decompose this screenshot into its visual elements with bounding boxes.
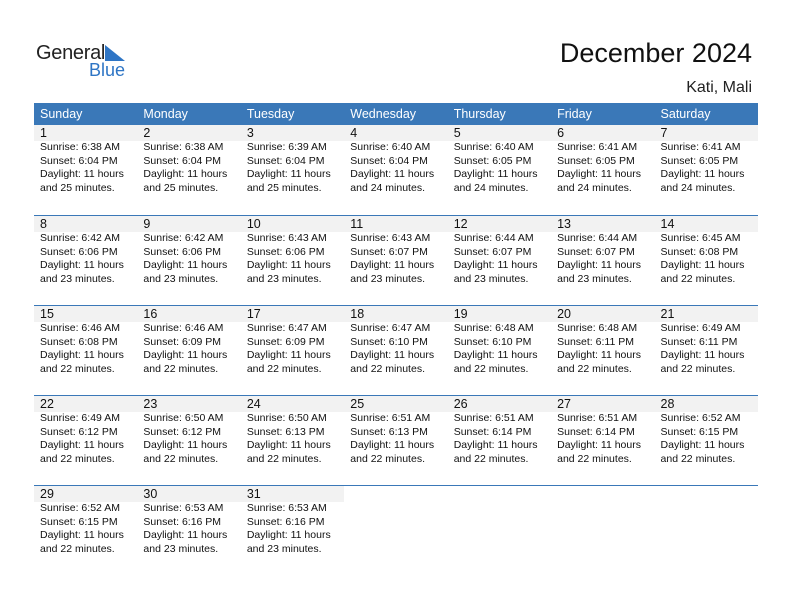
calendar-empty-cell — [655, 486, 758, 576]
calendar-day-cell — [241, 486, 344, 576]
day-daylight1: Daylight: 11 hours — [246, 168, 331, 181]
calendar-week-row — [34, 125, 758, 215]
day-daylight2: and 22 minutes. — [453, 452, 529, 465]
calendar-day-cell — [551, 306, 654, 396]
day-daylight2: and 25 minutes. — [246, 181, 322, 194]
day-sunrise: Sunrise: 6:44 AM — [557, 232, 638, 244]
day-sunrise: Sunrise: 6:53 AM — [246, 502, 327, 514]
day-sunrise: Sunrise: 6:53 AM — [143, 502, 224, 514]
calendar-empty-cell — [448, 486, 551, 576]
day-daylight2: and 22 minutes. — [557, 362, 632, 375]
day-sunset: Sunset: 6:11 PM — [557, 335, 634, 348]
day-daylight1: Daylight: 11 hours — [453, 168, 538, 181]
day-sunset: Sunset: 6:04 PM — [40, 154, 118, 167]
calendar-day-cell — [34, 306, 137, 396]
day-daylight2: and 22 minutes. — [143, 452, 219, 465]
day-number: 27 — [551, 396, 654, 412]
day-number: 1 — [34, 125, 137, 141]
calendar-day-cell — [241, 396, 344, 486]
day-daylight2: and 22 minutes. — [350, 362, 425, 375]
day-sunrise: Sunrise: 6:45 AM — [660, 232, 741, 244]
day-daylight2: and 25 minutes. — [143, 181, 219, 194]
calendar-day-cell — [551, 216, 654, 306]
day-sunset: Sunset: 6:09 PM — [143, 335, 222, 348]
day-sunrise: Sunrise: 6:51 AM — [350, 412, 431, 424]
calendar-day-cell — [655, 306, 758, 396]
day-sunset: Sunset: 6:13 PM — [246, 425, 325, 438]
day-daylight2: and 22 minutes. — [143, 362, 219, 375]
day-sunset: Sunset: 6:06 PM — [246, 245, 325, 258]
day-daylight1: Daylight: 11 hours — [660, 439, 745, 452]
day-number: 16 — [137, 306, 240, 322]
logo-triangle-icon — [105, 45, 125, 61]
calendar-day-cell — [241, 125, 344, 215]
day-sunrise: Sunrise: 6:51 AM — [557, 412, 638, 424]
day-number: 14 — [655, 216, 758, 232]
day-daylight1: Daylight: 11 hours — [40, 168, 124, 181]
day-sunset: Sunset: 6:16 PM — [246, 515, 325, 528]
day-sunset: Sunset: 6:10 PM — [350, 335, 428, 348]
calendar-day-cell — [137, 486, 240, 576]
day-sunset: Sunset: 6:12 PM — [143, 425, 222, 438]
calendar-day-cell — [241, 306, 344, 396]
day-sunset: Sunset: 6:14 PM — [453, 425, 532, 438]
day-number: 12 — [448, 216, 551, 232]
day-sunset: Sunset: 6:05 PM — [453, 154, 532, 167]
day-daylight1: Daylight: 11 hours — [350, 439, 435, 452]
day-number: 4 — [344, 125, 447, 141]
calendar-day-cell — [34, 125, 137, 215]
day-number: 24 — [241, 396, 344, 412]
day-daylight1: Daylight: 11 hours — [557, 168, 641, 181]
day-sunrise: Sunrise: 6:43 AM — [350, 232, 431, 244]
day-sunrise: Sunrise: 6:46 AM — [143, 322, 224, 334]
day-daylight1: Daylight: 11 hours — [557, 259, 641, 272]
day-number: 20 — [551, 306, 654, 322]
day-daylight1: Daylight: 11 hours — [660, 168, 745, 181]
calendar-day-cell — [137, 125, 240, 215]
day-daylight2: and 23 minutes. — [246, 542, 322, 555]
day-number: 28 — [655, 396, 758, 412]
calendar-day-cell — [137, 216, 240, 306]
calendar-day-cell — [344, 306, 447, 396]
day-daylight1: Daylight: 11 hours — [453, 439, 538, 452]
day-number: 3 — [241, 125, 344, 141]
day-daylight1: Daylight: 11 hours — [40, 529, 124, 542]
day-number: 19 — [448, 306, 551, 322]
day-daylight2: and 22 minutes. — [660, 362, 736, 375]
calendar-day-cell — [551, 396, 654, 486]
weekday-thursday: Thursday — [453, 107, 506, 121]
calendar-day-cell — [448, 396, 551, 486]
day-sunset: Sunset: 6:06 PM — [143, 245, 222, 258]
day-sunrise: Sunrise: 6:42 AM — [40, 232, 120, 244]
day-daylight1: Daylight: 11 hours — [557, 439, 641, 452]
day-number: 13 — [551, 216, 654, 232]
calendar-week-row — [34, 305, 758, 396]
day-number: 11 — [344, 216, 447, 232]
day-sunrise: Sunrise: 6:39 AM — [246, 141, 327, 153]
day-daylight1: Daylight: 11 hours — [246, 529, 331, 542]
day-number: 10 — [241, 216, 344, 232]
day-daylight2: and 23 minutes. — [350, 272, 425, 285]
day-sunrise: Sunrise: 6:38 AM — [143, 141, 224, 153]
day-sunrise: Sunrise: 6:52 AM — [660, 412, 741, 424]
day-daylight1: Daylight: 11 hours — [350, 259, 435, 272]
calendar-empty-cell — [344, 486, 447, 576]
day-number: 25 — [344, 396, 447, 412]
day-sunrise: Sunrise: 6:48 AM — [557, 322, 638, 334]
day-sunset: Sunset: 6:04 PM — [246, 154, 325, 167]
day-daylight2: and 22 minutes. — [246, 362, 322, 375]
calendar-location: Kati, Mali — [686, 79, 752, 96]
day-sunrise: Sunrise: 6:50 AM — [143, 412, 224, 424]
day-daylight1: Daylight: 11 hours — [453, 349, 538, 362]
day-daylight2: and 24 minutes. — [557, 181, 632, 194]
day-daylight1: Daylight: 11 hours — [660, 259, 745, 272]
day-number: 26 — [448, 396, 551, 412]
day-sunset: Sunset: 6:04 PM — [143, 154, 222, 167]
weekday-wednesday: Wednesday — [350, 107, 417, 121]
day-daylight1: Daylight: 11 hours — [143, 529, 228, 542]
day-sunrise: Sunrise: 6:49 AM — [40, 412, 120, 424]
calendar-day-cell — [137, 396, 240, 486]
day-number: 22 — [34, 396, 137, 412]
day-number: 31 — [241, 486, 344, 502]
day-sunrise: Sunrise: 6:52 AM — [40, 502, 120, 514]
day-daylight1: Daylight: 11 hours — [246, 259, 331, 272]
day-sunset: Sunset: 6:04 PM — [350, 154, 428, 167]
day-sunrise: Sunrise: 6:51 AM — [453, 412, 534, 424]
calendar-day-cell — [448, 216, 551, 306]
calendar-day-cell — [448, 306, 551, 396]
calendar-empty-cell — [551, 486, 654, 576]
weekday-friday: Friday — [557, 107, 592, 121]
weekday-tuesday: Tuesday — [246, 107, 295, 121]
day-sunset: Sunset: 6:06 PM — [40, 245, 118, 258]
day-daylight2: and 22 minutes. — [246, 452, 322, 465]
brand-blue: Blue — [89, 60, 126, 80]
day-daylight2: and 23 minutes. — [143, 542, 219, 555]
day-daylight1: Daylight: 11 hours — [40, 259, 124, 272]
day-sunrise: Sunrise: 6:40 AM — [350, 141, 431, 153]
day-daylight2: and 23 minutes. — [453, 272, 529, 285]
weekday-monday: Monday — [143, 107, 188, 121]
day-sunset: Sunset: 6:05 PM — [557, 154, 635, 167]
calendar-day-cell — [448, 125, 551, 215]
day-daylight2: and 22 minutes. — [40, 362, 115, 375]
calendar-day-cell — [655, 396, 758, 486]
day-number: 6 — [551, 125, 654, 141]
day-sunrise: Sunrise: 6:50 AM — [246, 412, 327, 424]
day-daylight1: Daylight: 11 hours — [246, 349, 331, 362]
day-number: 8 — [34, 216, 137, 232]
day-number: 15 — [34, 306, 137, 322]
day-daylight2: and 22 minutes. — [660, 272, 736, 285]
day-sunrise: Sunrise: 6:38 AM — [40, 141, 120, 153]
day-daylight1: Daylight: 11 hours — [143, 349, 228, 362]
day-daylight1: Daylight: 11 hours — [143, 439, 228, 452]
day-sunset: Sunset: 6:07 PM — [557, 245, 635, 258]
day-sunrise: Sunrise: 6:49 AM — [660, 322, 741, 334]
day-daylight2: and 23 minutes. — [246, 272, 322, 285]
day-daylight1: Daylight: 11 hours — [557, 349, 641, 362]
day-sunset: Sunset: 6:05 PM — [660, 154, 739, 167]
calendar-day-cell — [655, 216, 758, 306]
day-sunset: Sunset: 6:15 PM — [660, 425, 739, 438]
day-daylight2: and 25 minutes. — [40, 181, 115, 194]
day-sunrise: Sunrise: 6:42 AM — [143, 232, 224, 244]
calendar-week-row — [34, 395, 758, 486]
day-sunrise: Sunrise: 6:47 AM — [246, 322, 327, 334]
day-number: 18 — [344, 306, 447, 322]
day-daylight1: Daylight: 11 hours — [143, 168, 228, 181]
day-daylight1: Daylight: 11 hours — [350, 349, 435, 362]
calendar-day-cell — [137, 306, 240, 396]
calendar-day-cell — [344, 216, 447, 306]
day-number: 30 — [137, 486, 240, 502]
day-daylight2: and 22 minutes. — [453, 362, 529, 375]
day-sunset: Sunset: 6:15 PM — [40, 515, 118, 528]
brand-general: General — [36, 42, 106, 64]
weekday-saturday: Saturday — [660, 107, 711, 121]
calendar-day-cell — [34, 396, 137, 486]
day-sunset: Sunset: 6:08 PM — [40, 335, 118, 348]
calendar-week-row — [34, 485, 758, 576]
day-sunset: Sunset: 6:12 PM — [40, 425, 118, 438]
day-daylight1: Daylight: 11 hours — [660, 349, 745, 362]
day-sunrise: Sunrise: 6:43 AM — [246, 232, 327, 244]
calendar-day-cell — [655, 125, 758, 215]
day-sunrise: Sunrise: 6:44 AM — [453, 232, 534, 244]
day-number: 2 — [137, 125, 240, 141]
day-number: 5 — [448, 125, 551, 141]
weekday-sunday: Sunday — [40, 107, 83, 121]
day-number: 17 — [241, 306, 344, 322]
day-daylight2: and 22 minutes. — [40, 452, 115, 465]
day-daylight2: and 22 minutes. — [350, 452, 425, 465]
day-sunrise: Sunrise: 6:41 AM — [660, 141, 741, 153]
day-sunset: Sunset: 6:08 PM — [660, 245, 739, 258]
day-daylight2: and 22 minutes. — [660, 452, 736, 465]
calendar-day-cell — [344, 125, 447, 215]
day-daylight2: and 24 minutes. — [453, 181, 529, 194]
calendar-week-row — [34, 215, 758, 306]
day-sunset: Sunset: 6:07 PM — [350, 245, 428, 258]
day-daylight2: and 22 minutes. — [557, 452, 632, 465]
day-sunrise: Sunrise: 6:40 AM — [453, 141, 534, 153]
calendar-day-cell — [34, 486, 137, 576]
weekday-header — [34, 103, 758, 125]
brand-logo — [36, 42, 136, 82]
day-daylight2: and 22 minutes. — [40, 542, 115, 555]
day-sunset: Sunset: 6:16 PM — [143, 515, 222, 528]
day-number: 23 — [137, 396, 240, 412]
day-number: 7 — [655, 125, 758, 141]
calendar-day-cell — [344, 396, 447, 486]
calendar-day-cell — [34, 216, 137, 306]
day-sunrise: Sunrise: 6:47 AM — [350, 322, 431, 334]
day-sunrise: Sunrise: 6:48 AM — [453, 322, 534, 334]
calendar-day-cell — [241, 216, 344, 306]
day-daylight1: Daylight: 11 hours — [40, 349, 124, 362]
day-sunset: Sunset: 6:13 PM — [350, 425, 428, 438]
day-daylight1: Daylight: 11 hours — [453, 259, 538, 272]
day-number: 29 — [34, 486, 137, 502]
day-daylight2: and 23 minutes. — [143, 272, 219, 285]
day-daylight2: and 24 minutes. — [660, 181, 736, 194]
day-daylight1: Daylight: 11 hours — [40, 439, 124, 452]
day-number: 9 — [137, 216, 240, 232]
day-daylight2: and 23 minutes. — [40, 272, 115, 285]
calendar-day-cell — [551, 125, 654, 215]
day-sunset: Sunset: 6:09 PM — [246, 335, 325, 348]
day-sunset: Sunset: 6:10 PM — [453, 335, 532, 348]
day-sunset: Sunset: 6:11 PM — [660, 335, 738, 348]
day-daylight1: Daylight: 11 hours — [246, 439, 331, 452]
day-sunrise: Sunrise: 6:41 AM — [557, 141, 638, 153]
day-daylight2: and 23 minutes. — [557, 272, 632, 285]
day-daylight2: and 24 minutes. — [350, 181, 425, 194]
day-daylight1: Daylight: 11 hours — [143, 259, 228, 272]
day-sunset: Sunset: 6:14 PM — [557, 425, 635, 438]
day-daylight1: Daylight: 11 hours — [350, 168, 435, 181]
day-sunset: Sunset: 6:07 PM — [453, 245, 532, 258]
calendar-title: December 2024 — [559, 38, 752, 68]
day-sunrise: Sunrise: 6:46 AM — [40, 322, 120, 334]
day-number: 21 — [655, 306, 758, 322]
